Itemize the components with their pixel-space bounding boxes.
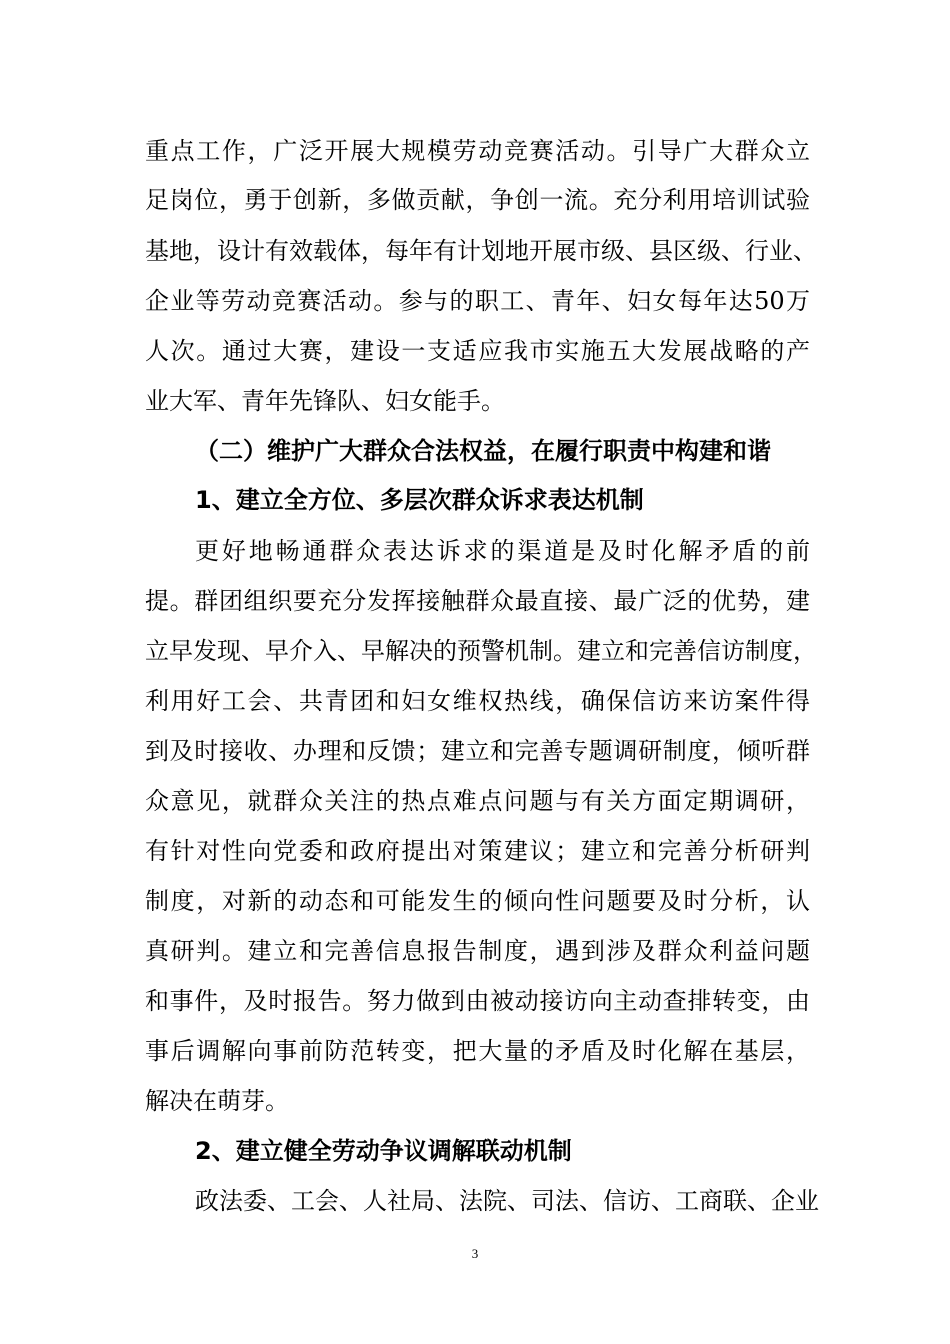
subsection-heading: 2、建立健全劳动争议调解联动机制: [195, 1137, 572, 1165]
text-line: 制度，对新的动态和可能发生的倾向性问题要及时分析，认: [145, 887, 810, 915]
text-line: 人次。通过大赛，建设一支适应我市实施五大发展战略的产: [145, 337, 810, 365]
text-line: 更好地畅通群众表达诉求的渠道是及时化解矛盾的前: [195, 537, 810, 565]
text-line: 众意见，就群众关注的热点难点问题与有关方面定期调研，: [145, 787, 810, 815]
text-line: 解决在萌芽。: [145, 1087, 289, 1115]
text-line: 企业等劳动竞赛活动。参与的职工、青年、妇女每年达50万: [145, 287, 810, 315]
text-line: 基地，设计有效载体，每年有计划地开展市级、县区级、行业、: [145, 237, 817, 265]
page-number: 3: [471, 1246, 479, 1261]
text-line: 立早发现、早介入、早解决的预警机制。建立和完善信访制度，: [145, 637, 817, 665]
text-line: 和事件，及时报告。努力做到由被动接访向主动查排转变，由: [145, 987, 810, 1015]
text-line: 事后调解向事前防范转变，把大量的矛盾及时化解在基层，: [145, 1037, 810, 1065]
text-line: 足岗位，勇于创新，多做贡献，争创一流。充分利用培训试验: [145, 186, 810, 214]
text-line: 利用好工会、共青团和妇女维权热线，确保信访来访案件得: [145, 687, 810, 715]
section-heading: （二）维护广大群众合法权益，在履行职责中构建和谐: [195, 437, 771, 465]
text-line: 重点工作，广泛开展大规模劳动竞赛活动。引导广大群众立: [145, 137, 810, 165]
text-line: 到及时接收、办理和反馈；建立和完善专题调研制度，倾听群: [145, 737, 810, 765]
text-line: 业大军、青年先锋队、妇女能手。: [145, 387, 505, 415]
text-line: 有针对性向党委和政府提出对策建议；建立和完善分析研判: [145, 837, 810, 865]
text-line: 政法委、工会、人社局、法院、司法、信访、工商联、企业: [195, 1187, 819, 1215]
subsection-heading: 1、建立全方位、多层次群众诉求表达机制: [195, 486, 644, 514]
text-line: 提。群团组织要充分发挥接触群众最直接、最广泛的优势，建: [145, 587, 810, 615]
text-line: 真研判。建立和完善信息报告制度，遇到涉及群众利益问题: [145, 937, 810, 965]
